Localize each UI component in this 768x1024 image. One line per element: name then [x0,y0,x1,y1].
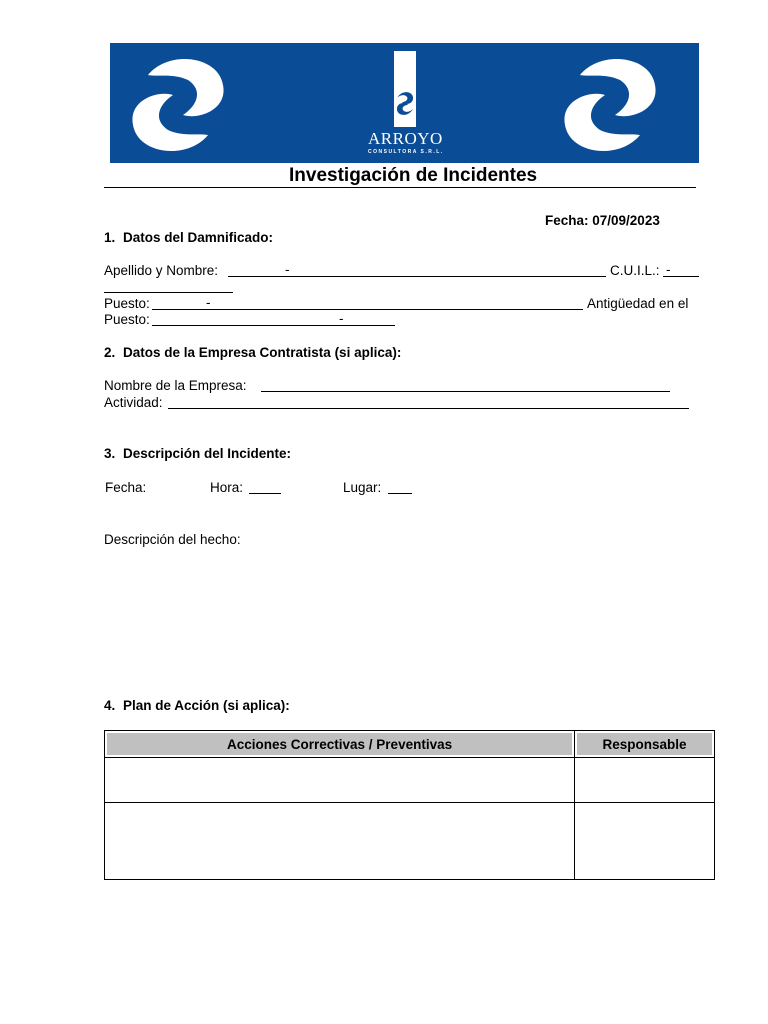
section2-heading: Datos de la Empresa Contratista (si aplica): [123,345,402,360]
section3-number: 3. [104,446,116,461]
right-swirl-icon [564,59,655,151]
descripcion-area[interactable] [104,552,696,682]
apellido-label: Apellido y Nombre: [104,263,219,278]
lugar-field[interactable] [388,493,412,494]
section2-number: 2. [104,345,116,360]
antiguedad-label-2: Puesto: [104,312,150,327]
section1-heading: Datos del Damnificado: [123,230,274,245]
table-row [105,758,715,803]
cuil-label: C.U.I.L.: [610,263,660,278]
hora-field[interactable] [249,493,281,494]
responsable-cell[interactable] [575,758,715,803]
puesto-dash: - [206,295,211,310]
section4-heading: Plan de Acción (si aplica): [123,698,290,713]
section4-number: 4. [104,698,116,713]
center-logo-icon [394,51,416,127]
apellido-dash: - [285,262,290,277]
document-date: Fecha: 07/09/2023 [545,213,660,228]
cuil-dash: - [666,262,671,277]
page-title: Investigación de Incidentes [289,165,538,186]
left-swirl-icon [132,59,223,151]
title-divider [104,187,696,188]
section3-heading: Descripción del Incidente: [123,446,292,461]
antiguedad-label: Antigüedad en el [587,296,689,311]
actividad-field[interactable] [168,408,689,409]
logo-text: ARROYO [368,129,443,148]
hora-label: Hora: [210,480,244,495]
table-row [105,803,715,880]
action-plan-table [104,730,715,880]
empresa-label: Nombre de la Empresa: [104,378,247,393]
table-header-row [105,731,715,758]
antiguedad-field[interactable] [152,325,395,326]
header-banner [110,43,699,163]
puesto-label: Puesto: [104,296,150,311]
antiguedad-dash: - [339,311,344,326]
column-header-responsable: Responsable [575,731,715,758]
actividad-label: Actividad: [104,395,163,410]
empresa-field[interactable] [261,391,670,392]
column-header-acciones: Acciones Correctivas / Preventivas [105,731,575,758]
logo-subtext: CONSULTORA S.R.L. [368,149,444,155]
lugar-label: Lugar: [343,480,382,495]
descripcion-label: Descripción del hecho: [104,532,241,547]
section1-number: 1. [104,230,116,245]
puesto-field[interactable] [152,309,583,310]
cuil-field-continued[interactable] [104,292,233,293]
incidente-fecha-label: Fecha: [105,480,147,495]
acciones-cell[interactable] [105,803,575,880]
responsable-cell[interactable] [575,803,715,880]
acciones-cell[interactable] [105,758,575,803]
